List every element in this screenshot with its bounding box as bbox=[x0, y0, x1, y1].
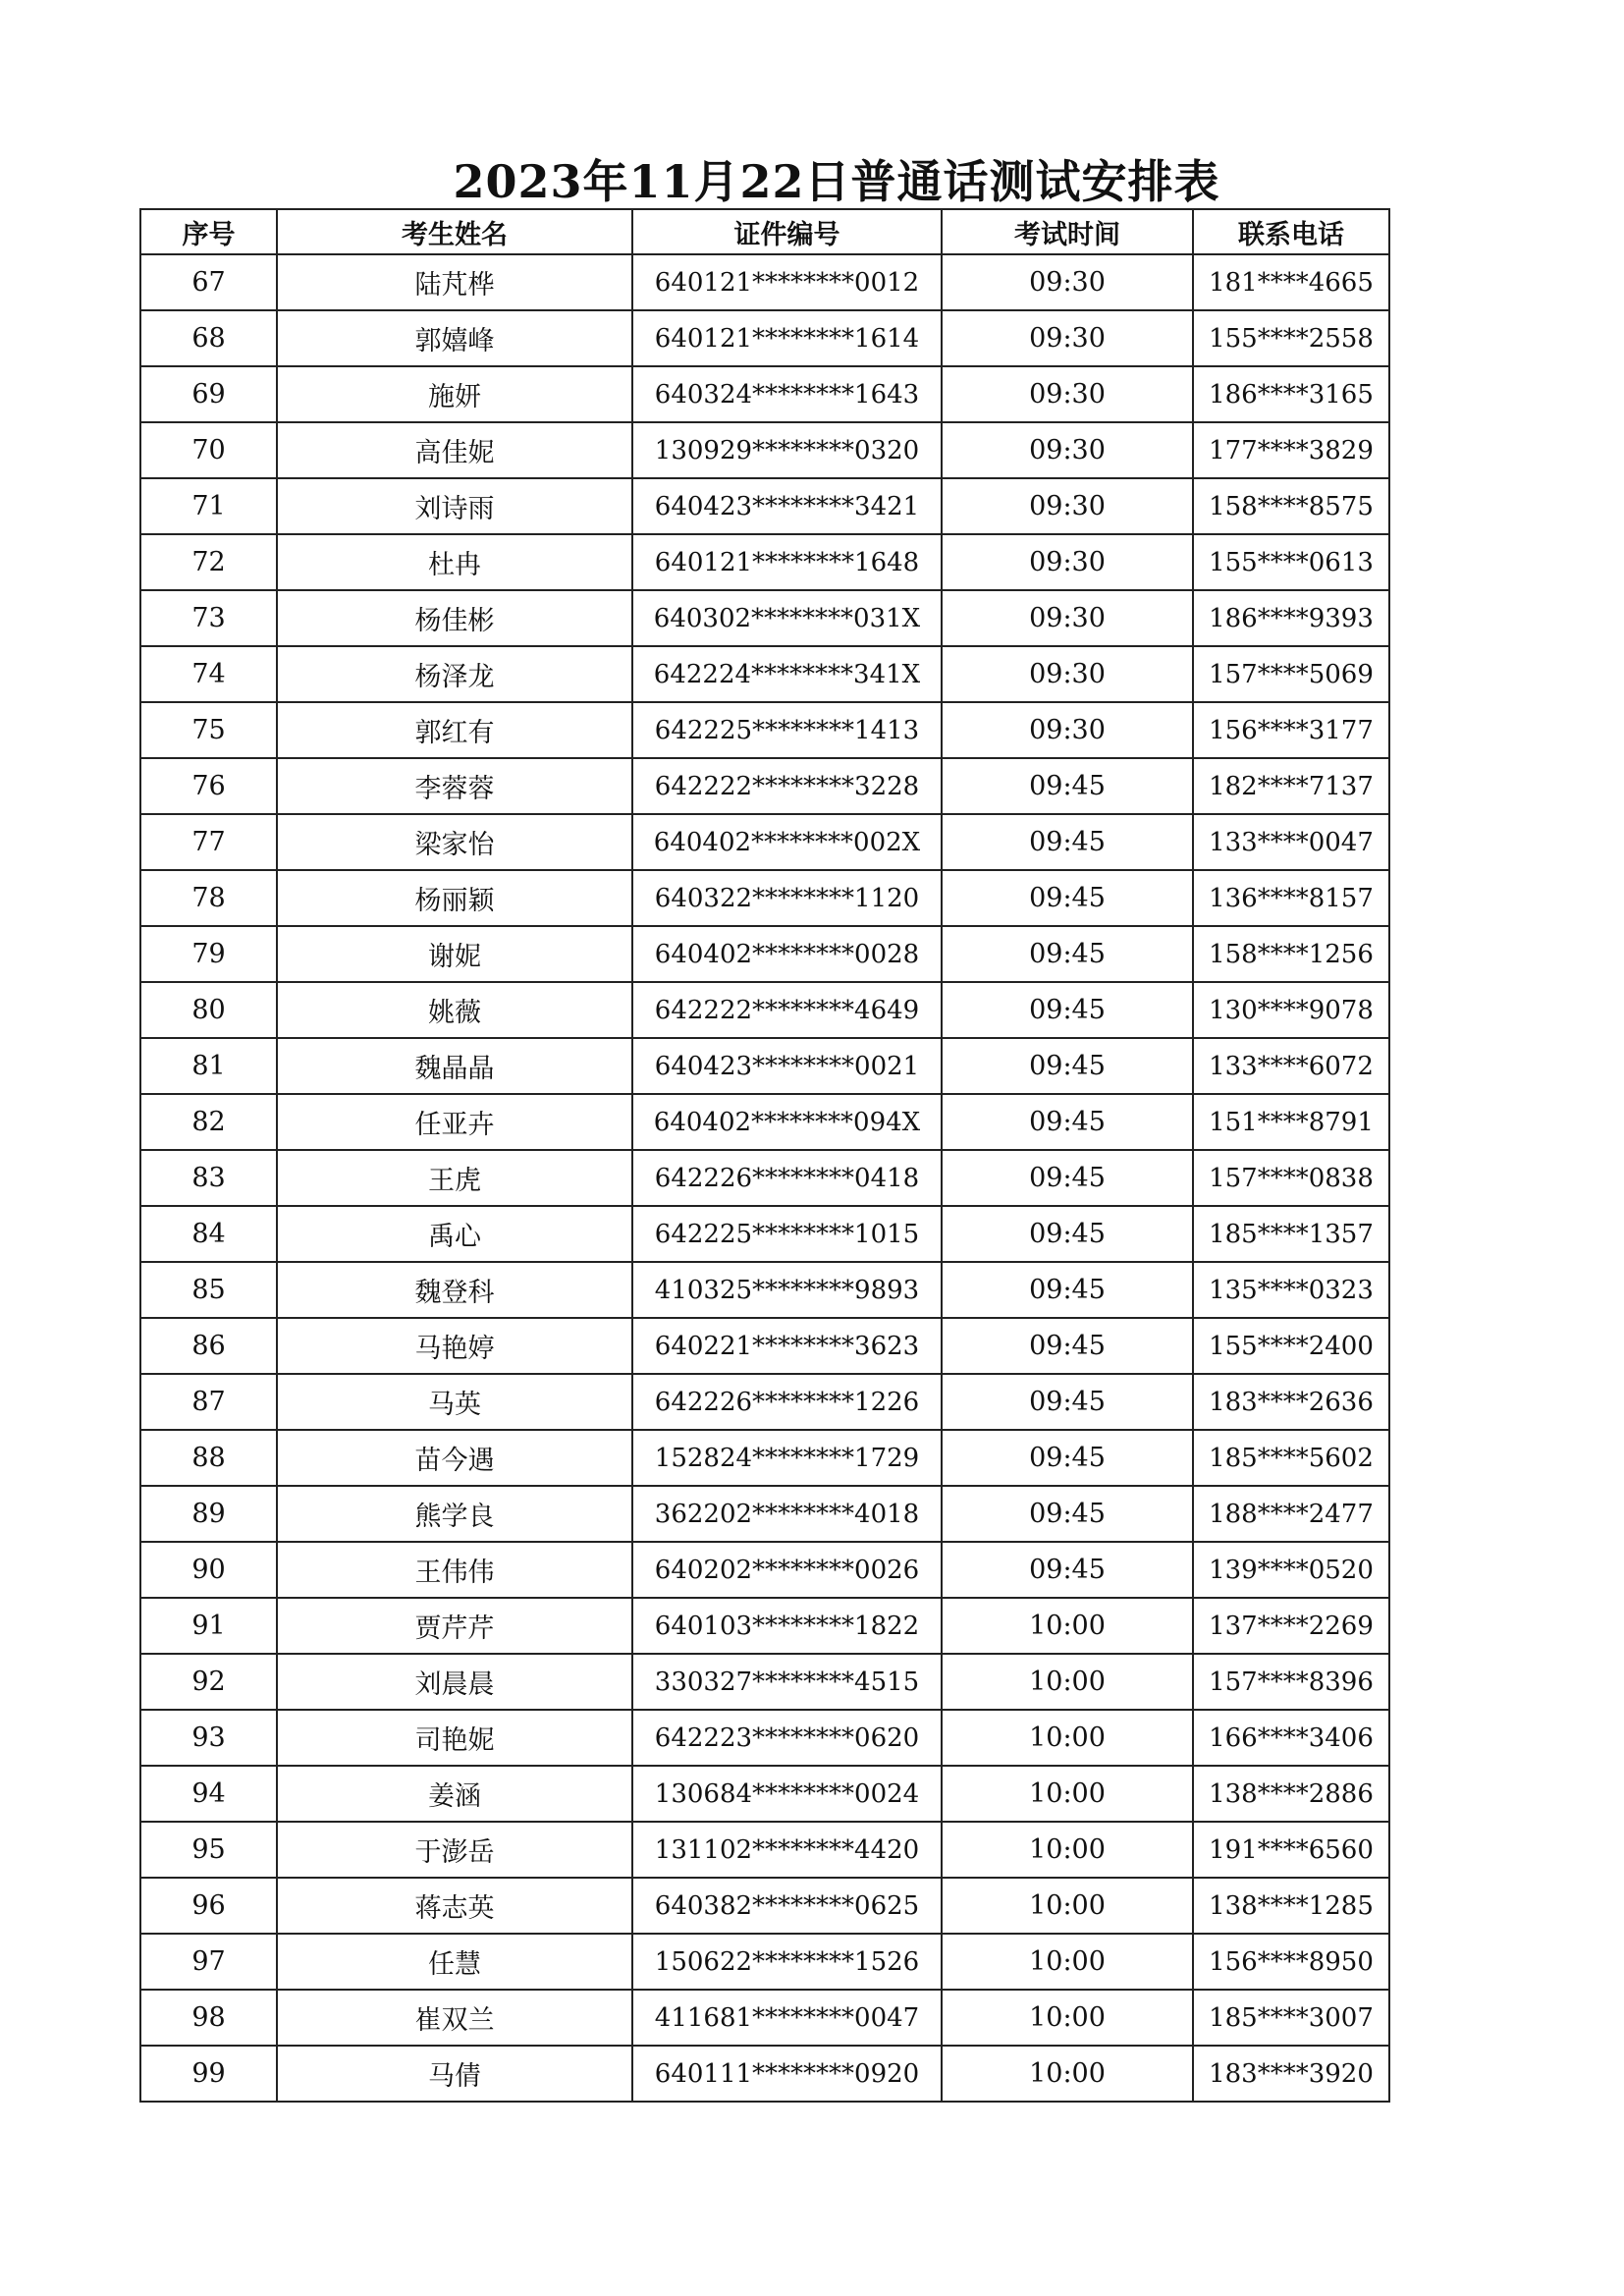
table-row bbox=[140, 1262, 1389, 1318]
name-cell: 姚薇 bbox=[277, 982, 632, 1038]
seq-cell: 83 bbox=[140, 1150, 277, 1206]
seq-cell: 88 bbox=[140, 1430, 277, 1486]
seq-cell: 96 bbox=[140, 1878, 277, 1934]
name-cell: 魏登科 bbox=[277, 1262, 632, 1318]
id-number-cell: 642225********1015 bbox=[632, 1206, 942, 1262]
name-cell: 马艳婷 bbox=[277, 1318, 632, 1374]
phone-cell: 156****3177 bbox=[1193, 702, 1389, 758]
name-cell: 姜涵 bbox=[277, 1766, 632, 1822]
header-candidate-name: 考生姓名 bbox=[277, 209, 632, 254]
id-number-cell: 150622********1526 bbox=[632, 1934, 942, 1990]
id-number-cell: 642225********1413 bbox=[632, 702, 942, 758]
phone-cell: 135****0323 bbox=[1193, 1262, 1389, 1318]
table-row bbox=[140, 2046, 1389, 2102]
header-exam-time: 考试时间 bbox=[942, 209, 1193, 254]
seq-cell: 87 bbox=[140, 1374, 277, 1430]
phone-cell: 138****1285 bbox=[1193, 1878, 1389, 1934]
table-row bbox=[140, 254, 1389, 310]
exam-time-cell: 09:45 bbox=[942, 1542, 1193, 1598]
phone-cell: 186****9393 bbox=[1193, 590, 1389, 646]
id-number-cell: 640324********1643 bbox=[632, 366, 942, 422]
name-cell: 马英 bbox=[277, 1374, 632, 1430]
table-row bbox=[140, 1598, 1389, 1654]
table-row bbox=[140, 1822, 1389, 1878]
exam-time-cell: 09:45 bbox=[942, 758, 1193, 814]
name-cell: 梁家怡 bbox=[277, 814, 632, 870]
table-row bbox=[140, 1150, 1389, 1206]
exam-time-cell: 09:30 bbox=[942, 702, 1193, 758]
phone-cell: 181****4665 bbox=[1193, 254, 1389, 310]
name-cell: 马倩 bbox=[277, 2046, 632, 2102]
id-number-cell: 642226********0418 bbox=[632, 1150, 942, 1206]
phone-cell: 157****5069 bbox=[1193, 646, 1389, 702]
name-cell: 贾芹芹 bbox=[277, 1598, 632, 1654]
table-row bbox=[140, 926, 1389, 982]
id-number-cell: 130929********0320 bbox=[632, 422, 942, 478]
table-row bbox=[140, 758, 1389, 814]
table-row bbox=[140, 870, 1389, 926]
exam-time-cell: 09:45 bbox=[942, 1430, 1193, 1486]
name-cell: 杨佳彬 bbox=[277, 590, 632, 646]
id-number-cell: 130684********0024 bbox=[632, 1766, 942, 1822]
name-cell: 李蓉蓉 bbox=[277, 758, 632, 814]
exam-time-cell: 10:00 bbox=[942, 1990, 1193, 2046]
phone-cell: 183****2636 bbox=[1193, 1374, 1389, 1430]
seq-cell: 93 bbox=[140, 1710, 277, 1766]
phone-cell: 133****0047 bbox=[1193, 814, 1389, 870]
phone-cell: 185****3007 bbox=[1193, 1990, 1389, 2046]
exam-time-cell: 10:00 bbox=[942, 1878, 1193, 1934]
seq-cell: 69 bbox=[140, 366, 277, 422]
exam-time-cell: 10:00 bbox=[942, 1598, 1193, 1654]
name-cell: 司艳妮 bbox=[277, 1710, 632, 1766]
name-cell: 崔双兰 bbox=[277, 1990, 632, 2046]
seq-cell: 89 bbox=[140, 1486, 277, 1542]
table-row bbox=[140, 310, 1389, 366]
table-row bbox=[140, 478, 1389, 534]
seq-cell: 91 bbox=[140, 1598, 277, 1654]
phone-cell: 191****6560 bbox=[1193, 1822, 1389, 1878]
name-cell: 任慧 bbox=[277, 1934, 632, 1990]
phone-cell: 155****2558 bbox=[1193, 310, 1389, 366]
table-header-row bbox=[140, 209, 1389, 254]
table-row bbox=[140, 1766, 1389, 1822]
phone-cell: 158****1256 bbox=[1193, 926, 1389, 982]
id-number-cell: 411681********0047 bbox=[632, 1990, 942, 2046]
name-cell: 郭嬉峰 bbox=[277, 310, 632, 366]
table-row bbox=[140, 1430, 1389, 1486]
name-cell: 刘诗雨 bbox=[277, 478, 632, 534]
exam-time-cell: 09:30 bbox=[942, 422, 1193, 478]
exam-time-cell: 09:45 bbox=[942, 814, 1193, 870]
id-number-cell: 640121********1648 bbox=[632, 534, 942, 590]
name-cell: 陆芃桦 bbox=[277, 254, 632, 310]
table-row bbox=[140, 1318, 1389, 1374]
seq-cell: 95 bbox=[140, 1822, 277, 1878]
seq-cell: 79 bbox=[140, 926, 277, 982]
exam-time-cell: 09:30 bbox=[942, 646, 1193, 702]
id-number-cell: 642223********0620 bbox=[632, 1710, 942, 1766]
exam-time-cell: 10:00 bbox=[942, 1822, 1193, 1878]
id-number-cell: 640111********0920 bbox=[632, 2046, 942, 2102]
exam-time-cell: 10:00 bbox=[942, 1766, 1193, 1822]
header-id-number: 证件编号 bbox=[632, 209, 942, 254]
name-cell: 熊学良 bbox=[277, 1486, 632, 1542]
phone-cell: 156****8950 bbox=[1193, 1934, 1389, 1990]
phone-cell: 183****3920 bbox=[1193, 2046, 1389, 2102]
exam-time-cell: 09:45 bbox=[942, 1486, 1193, 1542]
header-phone: 联系电话 bbox=[1193, 209, 1389, 254]
name-cell: 任亚卉 bbox=[277, 1094, 632, 1150]
phone-cell: 136****8157 bbox=[1193, 870, 1389, 926]
id-number-cell: 642224********341X bbox=[632, 646, 942, 702]
seq-cell: 94 bbox=[140, 1766, 277, 1822]
name-cell: 郭红有 bbox=[277, 702, 632, 758]
id-number-cell: 410325********9893 bbox=[632, 1262, 942, 1318]
name-cell: 杜冉 bbox=[277, 534, 632, 590]
seq-cell: 72 bbox=[140, 534, 277, 590]
exam-time-cell: 10:00 bbox=[942, 2046, 1193, 2102]
name-cell: 谢妮 bbox=[277, 926, 632, 982]
phone-cell: 166****3406 bbox=[1193, 1710, 1389, 1766]
seq-cell: 85 bbox=[140, 1262, 277, 1318]
seq-cell: 68 bbox=[140, 310, 277, 366]
seq-cell: 75 bbox=[140, 702, 277, 758]
name-cell: 王伟伟 bbox=[277, 1542, 632, 1598]
phone-cell: 137****2269 bbox=[1193, 1598, 1389, 1654]
exam-time-cell: 09:45 bbox=[942, 926, 1193, 982]
phone-cell: 188****2477 bbox=[1193, 1486, 1389, 1542]
phone-cell: 151****8791 bbox=[1193, 1094, 1389, 1150]
seq-cell: 70 bbox=[140, 422, 277, 478]
seq-cell: 92 bbox=[140, 1654, 277, 1710]
exam-time-cell: 09:45 bbox=[942, 1318, 1193, 1374]
seq-cell: 99 bbox=[140, 2046, 277, 2102]
table-row bbox=[140, 1542, 1389, 1598]
seq-cell: 71 bbox=[140, 478, 277, 534]
phone-cell: 139****0520 bbox=[1193, 1542, 1389, 1598]
exam-time-cell: 09:30 bbox=[942, 590, 1193, 646]
exam-time-cell: 09:45 bbox=[942, 982, 1193, 1038]
exam-time-cell: 09:30 bbox=[942, 310, 1193, 366]
phone-cell: 155****2400 bbox=[1193, 1318, 1389, 1374]
id-number-cell: 640121********1614 bbox=[632, 310, 942, 366]
phone-cell: 157****8396 bbox=[1193, 1654, 1389, 1710]
seq-cell: 98 bbox=[140, 1990, 277, 2046]
name-cell: 刘晨晨 bbox=[277, 1654, 632, 1710]
name-cell: 杨泽龙 bbox=[277, 646, 632, 702]
table-row bbox=[140, 534, 1389, 590]
seq-cell: 74 bbox=[140, 646, 277, 702]
table-body bbox=[140, 254, 1389, 2102]
seq-cell: 97 bbox=[140, 1934, 277, 1990]
phone-cell: 157****0838 bbox=[1193, 1150, 1389, 1206]
table-row bbox=[140, 1934, 1389, 1990]
seq-cell: 78 bbox=[140, 870, 277, 926]
id-number-cell: 362202********4018 bbox=[632, 1486, 942, 1542]
exam-time-cell: 09:45 bbox=[942, 1038, 1193, 1094]
table-row bbox=[140, 422, 1389, 478]
seq-cell: 81 bbox=[140, 1038, 277, 1094]
phone-cell: 155****0613 bbox=[1193, 534, 1389, 590]
phone-cell: 158****8575 bbox=[1193, 478, 1389, 534]
name-cell: 高佳妮 bbox=[277, 422, 632, 478]
id-number-cell: 640423********0021 bbox=[632, 1038, 942, 1094]
table-row bbox=[140, 366, 1389, 422]
table-row bbox=[140, 1206, 1389, 1262]
phone-cell: 133****6072 bbox=[1193, 1038, 1389, 1094]
phone-cell: 138****2886 bbox=[1193, 1766, 1389, 1822]
seq-cell: 84 bbox=[140, 1206, 277, 1262]
table-row bbox=[140, 702, 1389, 758]
table-row bbox=[140, 646, 1389, 702]
id-number-cell: 642222********4649 bbox=[632, 982, 942, 1038]
exam-time-cell: 09:45 bbox=[942, 1206, 1193, 1262]
phone-cell: 186****3165 bbox=[1193, 366, 1389, 422]
exam-time-cell: 10:00 bbox=[942, 1710, 1193, 1766]
exam-time-cell: 10:00 bbox=[942, 1654, 1193, 1710]
table-row bbox=[140, 814, 1389, 870]
table-row bbox=[140, 1710, 1389, 1766]
phone-cell: 130****9078 bbox=[1193, 982, 1389, 1038]
table-row bbox=[140, 1878, 1389, 1934]
name-cell: 于澎岳 bbox=[277, 1822, 632, 1878]
id-number-cell: 640423********3421 bbox=[632, 478, 942, 534]
table-row bbox=[140, 1990, 1389, 2046]
id-number-cell: 640302********031X bbox=[632, 590, 942, 646]
exam-time-cell: 09:30 bbox=[942, 254, 1193, 310]
name-cell: 王虎 bbox=[277, 1150, 632, 1206]
id-number-cell: 642222********3228 bbox=[632, 758, 942, 814]
id-number-cell: 640382********0625 bbox=[632, 1878, 942, 1934]
page-title: 2023年11月22日普通话测试安排表 bbox=[453, 155, 1220, 208]
table-row bbox=[140, 1654, 1389, 1710]
id-number-cell: 640322********1120 bbox=[632, 870, 942, 926]
seq-cell: 73 bbox=[140, 590, 277, 646]
exam-time-cell: 09:30 bbox=[942, 366, 1193, 422]
table-row bbox=[140, 1038, 1389, 1094]
id-number-cell: 640103********1822 bbox=[632, 1598, 942, 1654]
test-schedule-table bbox=[139, 208, 1390, 2103]
seq-cell: 76 bbox=[140, 758, 277, 814]
exam-time-cell: 09:45 bbox=[942, 870, 1193, 926]
id-number-cell: 640402********0028 bbox=[632, 926, 942, 982]
table-row bbox=[140, 1374, 1389, 1430]
id-number-cell: 131102********4420 bbox=[632, 1822, 942, 1878]
seq-cell: 80 bbox=[140, 982, 277, 1038]
table-row bbox=[140, 590, 1389, 646]
seq-cell: 82 bbox=[140, 1094, 277, 1150]
phone-cell: 177****3829 bbox=[1193, 422, 1389, 478]
table-row bbox=[140, 1094, 1389, 1150]
name-cell: 杨丽颖 bbox=[277, 870, 632, 926]
id-number-cell: 642226********1226 bbox=[632, 1374, 942, 1430]
id-number-cell: 640202********0026 bbox=[632, 1542, 942, 1598]
id-number-cell: 152824********1729 bbox=[632, 1430, 942, 1486]
exam-time-cell: 09:45 bbox=[942, 1262, 1193, 1318]
exam-time-cell: 09:30 bbox=[942, 534, 1193, 590]
phone-cell: 185****1357 bbox=[1193, 1206, 1389, 1262]
exam-time-cell: 09:45 bbox=[942, 1094, 1193, 1150]
seq-cell: 77 bbox=[140, 814, 277, 870]
id-number-cell: 640402********002X bbox=[632, 814, 942, 870]
exam-time-cell: 09:30 bbox=[942, 478, 1193, 534]
id-number-cell: 640121********0012 bbox=[632, 254, 942, 310]
exam-time-cell: 09:45 bbox=[942, 1150, 1193, 1206]
name-cell: 蒋志英 bbox=[277, 1878, 632, 1934]
name-cell: 魏晶晶 bbox=[277, 1038, 632, 1094]
table-row bbox=[140, 1486, 1389, 1542]
phone-cell: 185****5602 bbox=[1193, 1430, 1389, 1486]
header-seq: 序号 bbox=[140, 209, 277, 254]
exam-time-cell: 10:00 bbox=[942, 1934, 1193, 1990]
name-cell: 苗今遇 bbox=[277, 1430, 632, 1486]
seq-cell: 67 bbox=[140, 254, 277, 310]
name-cell: 禹心 bbox=[277, 1206, 632, 1262]
seq-cell: 90 bbox=[140, 1542, 277, 1598]
id-number-cell: 330327********4515 bbox=[632, 1654, 942, 1710]
id-number-cell: 640221********3623 bbox=[632, 1318, 942, 1374]
phone-cell: 182****7137 bbox=[1193, 758, 1389, 814]
table-row bbox=[140, 982, 1389, 1038]
name-cell: 施妍 bbox=[277, 366, 632, 422]
id-number-cell: 640402********094X bbox=[632, 1094, 942, 1150]
exam-time-cell: 09:45 bbox=[942, 1374, 1193, 1430]
seq-cell: 86 bbox=[140, 1318, 277, 1374]
